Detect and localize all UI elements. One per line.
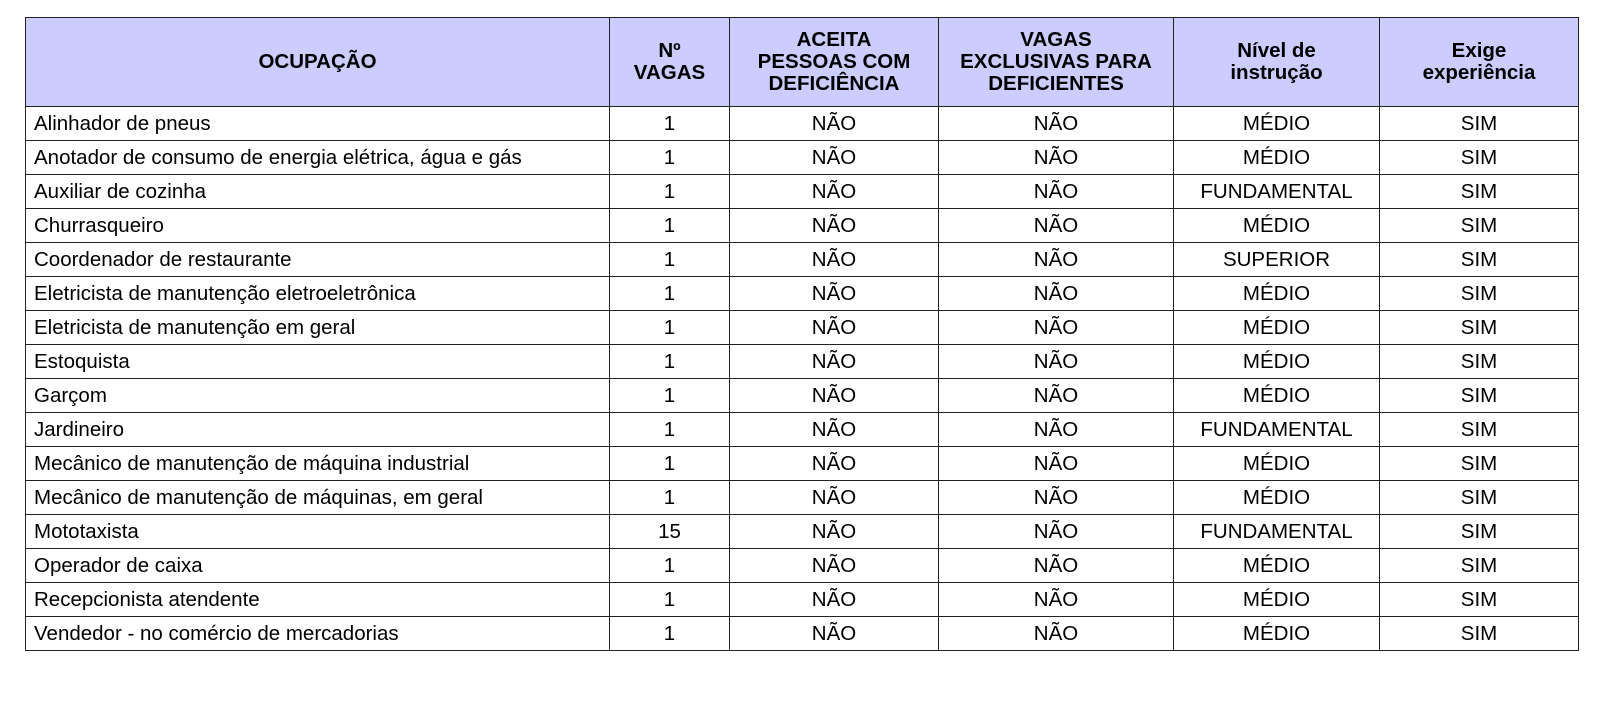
cell-exige-experiencia: SIM <box>1380 481 1579 515</box>
cell-aceita-deficiencia: NÃO <box>730 345 939 379</box>
cell-exige-experiencia: SIM <box>1380 413 1579 447</box>
cell-num-vagas: 1 <box>610 481 730 515</box>
cell-ocupacao: Jardineiro <box>26 413 610 447</box>
cell-nivel-instrucao: FUNDAMENTAL <box>1174 413 1380 447</box>
cell-ocupacao: Anotador de consumo de energia elétrica, água e gás <box>26 141 610 175</box>
cell-exige-experiencia: SIM <box>1380 277 1579 311</box>
cell-num-vagas: 1 <box>610 107 730 141</box>
cell-nivel-instrucao: MÉDIO <box>1174 549 1380 583</box>
table-row <box>26 447 1579 481</box>
cell-vagas-exclusivas: NÃO <box>939 379 1174 413</box>
cell-vagas-exclusivas: NÃO <box>939 243 1174 277</box>
cell-aceita-deficiencia: NÃO <box>730 311 939 345</box>
table-row <box>26 617 1579 651</box>
cell-num-vagas: 1 <box>610 379 730 413</box>
cell-nivel-instrucao: FUNDAMENTAL <box>1174 515 1380 549</box>
cell-vagas-exclusivas: NÃO <box>939 175 1174 209</box>
cell-num-vagas: 1 <box>610 311 730 345</box>
cell-vagas-exclusivas: NÃO <box>939 107 1174 141</box>
cell-aceita-deficiencia: NÃO <box>730 141 939 175</box>
cell-exige-experiencia: SIM <box>1380 243 1579 277</box>
cell-aceita-deficiencia: NÃO <box>730 515 939 549</box>
cell-nivel-instrucao: MÉDIO <box>1174 107 1380 141</box>
cell-num-vagas: 1 <box>610 447 730 481</box>
cell-ocupacao: Garçom <box>26 379 610 413</box>
cell-nivel-instrucao: MÉDIO <box>1174 345 1380 379</box>
table-row <box>26 345 1579 379</box>
cell-aceita-deficiencia: NÃO <box>730 379 939 413</box>
cell-aceita-deficiencia: NÃO <box>730 243 939 277</box>
cell-aceita-deficiencia: NÃO <box>730 107 939 141</box>
cell-vagas-exclusivas: NÃO <box>939 141 1174 175</box>
cell-nivel-instrucao: MÉDIO <box>1174 311 1380 345</box>
table-body <box>26 107 1579 651</box>
cell-nivel-instrucao: MÉDIO <box>1174 379 1380 413</box>
cell-vagas-exclusivas: NÃO <box>939 447 1174 481</box>
cell-ocupacao: Eletricista de manutenção em geral <box>26 311 610 345</box>
cell-ocupacao: Auxiliar de cozinha <box>26 175 610 209</box>
cell-vagas-exclusivas: NÃO <box>939 345 1174 379</box>
cell-num-vagas: 1 <box>610 141 730 175</box>
header-num-vagas: Nº VAGAS <box>610 18 730 107</box>
table-row <box>26 379 1579 413</box>
cell-nivel-instrucao: MÉDIO <box>1174 481 1380 515</box>
cell-exige-experiencia: SIM <box>1380 617 1579 651</box>
cell-nivel-instrucao: SUPERIOR <box>1174 243 1380 277</box>
table-row <box>26 277 1579 311</box>
cell-ocupacao: Eletricista de manutenção eletroeletrônica <box>26 277 610 311</box>
cell-aceita-deficiencia: NÃO <box>730 209 939 243</box>
table-row <box>26 311 1579 345</box>
table-row <box>26 175 1579 209</box>
cell-aceita-deficiencia: NÃO <box>730 617 939 651</box>
cell-nivel-instrucao: MÉDIO <box>1174 447 1380 481</box>
header-aceita-deficiencia: ACEITA PESSOAS COM DEFICIÊNCIA <box>730 18 939 107</box>
header-ocupacao: OCUPAÇÃO <box>26 18 610 107</box>
cell-ocupacao: Coordenador de restaurante <box>26 243 610 277</box>
cell-exige-experiencia: SIM <box>1380 107 1579 141</box>
cell-nivel-instrucao: MÉDIO <box>1174 617 1380 651</box>
cell-ocupacao: Operador de caixa <box>26 549 610 583</box>
cell-num-vagas: 1 <box>610 617 730 651</box>
cell-ocupacao: Vendedor - no comércio de mercadorias <box>26 617 610 651</box>
header-vagas-exclusivas: VAGAS EXCLUSIVAS PARA DEFICIENTES <box>939 18 1174 107</box>
table-row <box>26 583 1579 617</box>
table-row <box>26 515 1579 549</box>
header-exige-experiencia: Exige experiência <box>1380 18 1579 107</box>
cell-vagas-exclusivas: NÃO <box>939 311 1174 345</box>
table-row <box>26 209 1579 243</box>
cell-aceita-deficiencia: NÃO <box>730 481 939 515</box>
cell-ocupacao: Recepcionista atendente <box>26 583 610 617</box>
cell-ocupacao: Mecânico de manutenção de máquinas, em geral <box>26 481 610 515</box>
cell-vagas-exclusivas: NÃO <box>939 617 1174 651</box>
cell-nivel-instrucao: MÉDIO <box>1174 583 1380 617</box>
cell-nivel-instrucao: MÉDIO <box>1174 277 1380 311</box>
header-nivel-instrucao: Nível de instrução <box>1174 18 1380 107</box>
cell-aceita-deficiencia: NÃO <box>730 447 939 481</box>
job-openings-table <box>25 17 1579 651</box>
cell-aceita-deficiencia: NÃO <box>730 277 939 311</box>
cell-exige-experiencia: SIM <box>1380 379 1579 413</box>
cell-vagas-exclusivas: NÃO <box>939 277 1174 311</box>
table-row <box>26 107 1579 141</box>
cell-nivel-instrucao: FUNDAMENTAL <box>1174 175 1380 209</box>
header-row <box>26 18 1579 107</box>
table-row <box>26 413 1579 447</box>
cell-aceita-deficiencia: NÃO <box>730 549 939 583</box>
table-row <box>26 243 1579 277</box>
cell-exige-experiencia: SIM <box>1380 141 1579 175</box>
table-row <box>26 481 1579 515</box>
cell-num-vagas: 1 <box>610 549 730 583</box>
cell-vagas-exclusivas: NÃO <box>939 549 1174 583</box>
cell-ocupacao: Mecânico de manutenção de máquina industrial <box>26 447 610 481</box>
cell-num-vagas: 1 <box>610 583 730 617</box>
cell-vagas-exclusivas: NÃO <box>939 481 1174 515</box>
cell-vagas-exclusivas: NÃO <box>939 583 1174 617</box>
cell-exige-experiencia: SIM <box>1380 175 1579 209</box>
cell-aceita-deficiencia: NÃO <box>730 583 939 617</box>
cell-num-vagas: 1 <box>610 345 730 379</box>
cell-num-vagas: 1 <box>610 209 730 243</box>
table-row <box>26 141 1579 175</box>
cell-nivel-instrucao: MÉDIO <box>1174 141 1380 175</box>
cell-exige-experiencia: SIM <box>1380 209 1579 243</box>
cell-num-vagas: 1 <box>610 413 730 447</box>
cell-ocupacao: Alinhador de pneus <box>26 107 610 141</box>
cell-aceita-deficiencia: NÃO <box>730 413 939 447</box>
cell-num-vagas: 1 <box>610 277 730 311</box>
cell-exige-experiencia: SIM <box>1380 515 1579 549</box>
cell-nivel-instrucao: MÉDIO <box>1174 209 1380 243</box>
cell-ocupacao: Estoquista <box>26 345 610 379</box>
cell-num-vagas: 15 <box>610 515 730 549</box>
cell-aceita-deficiencia: NÃO <box>730 175 939 209</box>
cell-exige-experiencia: SIM <box>1380 447 1579 481</box>
cell-num-vagas: 1 <box>610 175 730 209</box>
cell-ocupacao: Mototaxista <box>26 515 610 549</box>
cell-vagas-exclusivas: NÃO <box>939 413 1174 447</box>
cell-num-vagas: 1 <box>610 243 730 277</box>
cell-vagas-exclusivas: NÃO <box>939 515 1174 549</box>
cell-exige-experiencia: SIM <box>1380 311 1579 345</box>
cell-exige-experiencia: SIM <box>1380 583 1579 617</box>
table-row <box>26 549 1579 583</box>
cell-exige-experiencia: SIM <box>1380 345 1579 379</box>
cell-exige-experiencia: SIM <box>1380 549 1579 583</box>
cell-vagas-exclusivas: NÃO <box>939 209 1174 243</box>
cell-ocupacao: Churrasqueiro <box>26 209 610 243</box>
